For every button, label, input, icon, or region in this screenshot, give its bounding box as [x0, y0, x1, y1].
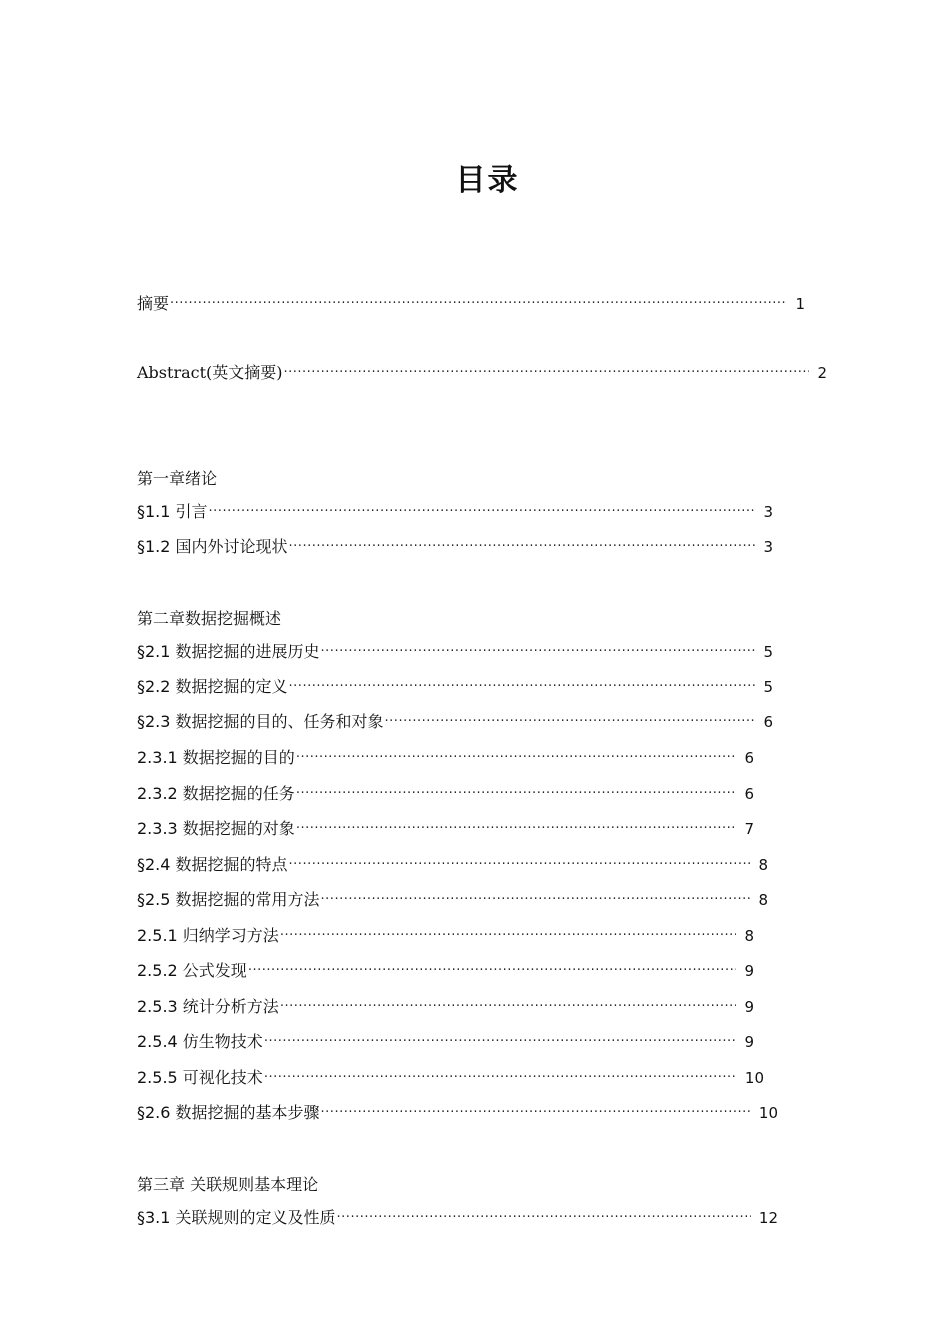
toc-entry[interactable] [137, 500, 773, 524]
dot-leader [296, 782, 737, 806]
toc-entry-label: §2.3 数据挖掘的目的、任务和对象 [137, 712, 384, 731]
toc-entry-label: 摘要 [137, 294, 170, 313]
toc-entry[interactable] [137, 746, 754, 770]
toc-entry-label: §2.5 数据挖掘的常用方法 [137, 890, 320, 909]
toc-entry[interactable] [137, 853, 768, 877]
dot-leader [289, 535, 756, 559]
dot-leader [289, 853, 751, 877]
toc-entry[interactable] [137, 710, 773, 734]
toc-entry[interactable] [137, 1101, 778, 1125]
toc-entry-label: §3.1 关联规则的定义及性质 [137, 1208, 336, 1227]
toc-entry-abstract-en[interactable] [137, 361, 827, 385]
toc-entry-label: 2.5.4 仿生物技术 [137, 1032, 263, 1051]
toc-entry[interactable] [137, 640, 773, 664]
toc-entry-page: 6 [744, 749, 754, 767]
toc-entry-page: 6 [763, 713, 773, 731]
toc-entry-label: 2.3.2 数据挖掘的任务 [137, 784, 295, 803]
toc-entry-label: 2.3.1 数据挖掘的目的 [137, 748, 295, 767]
toc-entry-page: 6 [744, 785, 754, 803]
toc-entry-label: 2.5.1 归纳学习方法 [137, 926, 279, 945]
toc-entry-page: 8 [758, 891, 768, 909]
dot-leader [321, 1101, 751, 1125]
toc-entry[interactable] [137, 1206, 778, 1230]
toc-entry[interactable] [137, 995, 754, 1019]
dot-leader [337, 1206, 751, 1230]
dot-leader [264, 1030, 737, 1054]
chapter-heading: 第三章 关联规则基本理论 [137, 1175, 319, 1194]
toc-entry[interactable] [137, 675, 773, 699]
toc-entry-label: §2.1 数据挖掘的进展历史 [137, 642, 320, 661]
toc-entry-page: 9 [744, 962, 754, 980]
toc-entry-page: 8 [758, 856, 768, 874]
page-title: 目录 [455, 163, 520, 198]
toc-entry-label: §1.1 引言 [137, 502, 208, 521]
toc-entry-page: 7 [744, 820, 754, 838]
chapter-heading: 第一章绪论 [137, 469, 218, 488]
dot-leader [170, 292, 787, 316]
toc-entry[interactable] [137, 924, 754, 948]
dot-leader [280, 995, 737, 1019]
toc-entry-page: 9 [744, 998, 754, 1016]
dot-leader [209, 500, 756, 524]
toc-entry-label: 2.3.3 数据挖掘的对象 [137, 819, 295, 838]
toc-entry-label: §2.4 数据挖掘的特点 [137, 855, 288, 874]
dot-leader [296, 817, 737, 841]
dot-leader [321, 640, 756, 664]
toc-entry-page: 10 [758, 1104, 778, 1122]
toc-entry-page: 1 [795, 295, 805, 313]
toc-entry[interactable] [137, 535, 773, 559]
toc-entry-label: §1.2 国内外讨论现状 [137, 537, 288, 556]
toc-entry[interactable] [137, 888, 768, 912]
dot-leader [280, 924, 737, 948]
toc-entry[interactable] [137, 959, 754, 983]
dot-leader [321, 888, 751, 912]
toc-entry[interactable] [137, 1030, 754, 1054]
toc-entry-label: 2.5.3 统计分析方法 [137, 997, 279, 1016]
toc-entry-page: 10 [744, 1069, 764, 1087]
toc-entry-page: 5 [763, 643, 773, 661]
toc-entry-label: 2.5.5 可视化技术 [137, 1068, 263, 1087]
toc-entry-label: 2.5.2 公式发现 [137, 961, 247, 980]
toc-entry-label: §2.6 数据挖掘的基本步骤 [137, 1103, 320, 1122]
toc-entry-label: Abstract(英文摘要) [137, 363, 283, 382]
toc-entry-abstract-cn[interactable] [137, 292, 805, 316]
toc-entry[interactable] [137, 782, 754, 806]
toc-entry[interactable] [137, 1066, 764, 1090]
toc-entry-label: §2.2 数据挖掘的定义 [137, 677, 288, 696]
dot-leader [289, 675, 756, 699]
toc-entry-page: 8 [744, 927, 754, 945]
dot-leader [284, 361, 810, 385]
dot-leader [385, 710, 756, 734]
dot-leader [296, 746, 737, 770]
toc-entry-page: 2 [817, 364, 827, 382]
dot-leader [264, 1066, 737, 1090]
toc-entry-page: 3 [763, 538, 773, 556]
dot-leader [248, 959, 737, 983]
toc-entry[interactable] [137, 817, 754, 841]
toc-entry-page: 12 [758, 1209, 778, 1227]
toc-entry-page: 5 [763, 678, 773, 696]
toc-entry-page: 9 [744, 1033, 754, 1051]
chapter-heading: 第二章数据挖掘概述 [137, 609, 282, 628]
toc-entry-page: 3 [763, 503, 773, 521]
